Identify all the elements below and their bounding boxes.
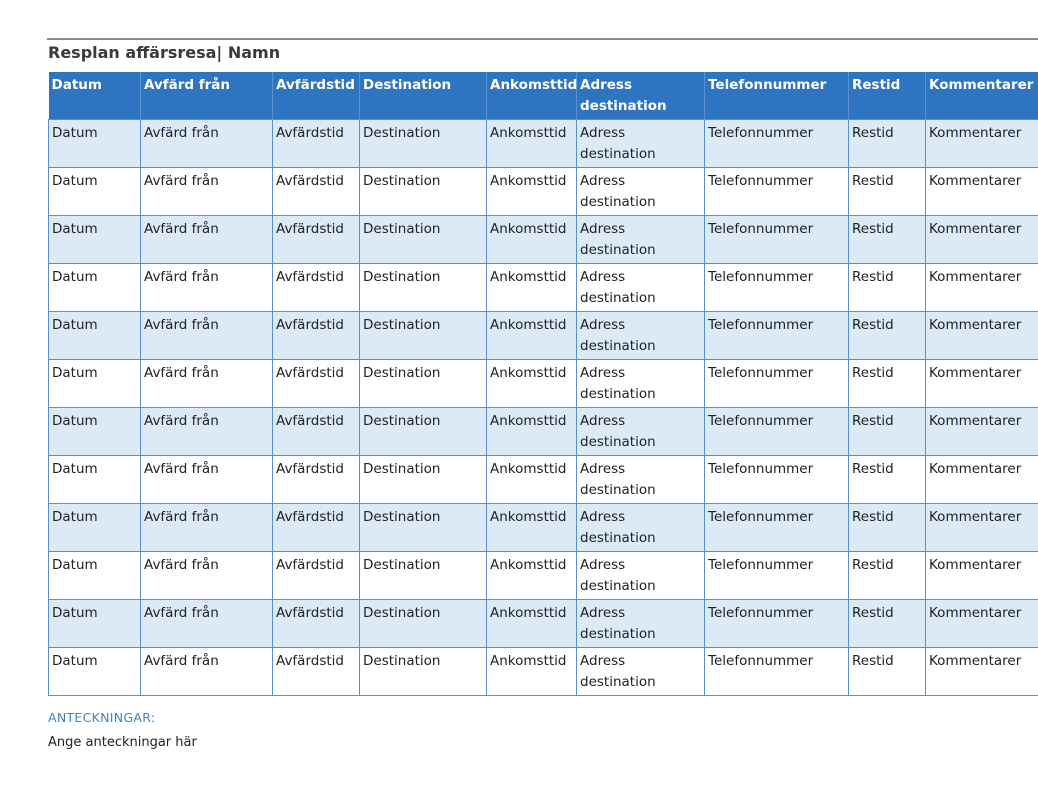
cell-datum[interactable]: Datum — [49, 359, 141, 407]
cell-datum[interactable]: Datum — [49, 311, 141, 359]
cell-telefonnummer[interactable]: Telefonnummer — [705, 599, 849, 647]
cell-avfardstid[interactable]: Avfärdstid — [273, 359, 360, 407]
cell-restid[interactable]: Restid — [849, 455, 926, 503]
itinerary-table — [48, 72, 1038, 696]
table-row — [49, 119, 1038, 167]
cell-avfardstid[interactable]: Avfärdstid — [273, 215, 360, 263]
cell-avfardstid[interactable]: Avfärdstid — [273, 311, 360, 359]
cell-destination[interactable]: Destination — [360, 311, 487, 359]
cell-ankomsttid[interactable]: Ankomsttid — [487, 311, 577, 359]
cell-kommentarer[interactable]: Kommentarer — [926, 455, 1038, 503]
cell-avfard-fran[interactable]: Avfärd från — [141, 647, 273, 695]
cell-avfardstid[interactable]: Avfärdstid — [273, 407, 360, 455]
cell-destination[interactable]: Destination — [360, 263, 487, 311]
cell-ankomsttid[interactable]: Ankomsttid — [487, 263, 577, 311]
header-destination: Destination — [360, 72, 487, 119]
header-datum: Datum — [49, 72, 141, 119]
cell-ankomsttid[interactable]: Ankomsttid — [487, 551, 577, 599]
cell-avfardstid[interactable]: Avfärdstid — [273, 551, 360, 599]
cell-adress-destination[interactable]: Adress destination — [577, 407, 705, 455]
cell-telefonnummer[interactable]: Telefonnummer — [705, 119, 849, 167]
header-kommentarer: Kommentarer — [926, 72, 1038, 119]
cell-telefonnummer[interactable]: Telefonnummer — [705, 215, 849, 263]
cell-datum[interactable]: Datum — [49, 599, 141, 647]
cell-restid[interactable]: Restid — [849, 647, 926, 695]
cell-avfardstid[interactable]: Avfärdstid — [273, 599, 360, 647]
cell-restid[interactable]: Restid — [849, 503, 926, 551]
cell-restid[interactable]: Restid — [849, 599, 926, 647]
cell-adress-destination[interactable]: Adress destination — [577, 647, 705, 695]
cell-adress-destination[interactable]: Adress destination — [577, 359, 705, 407]
cell-kommentarer[interactable]: Kommentarer — [926, 167, 1038, 215]
cell-kommentarer[interactable]: Kommentarer — [926, 503, 1038, 551]
cell-adress-destination[interactable]: Adress destination — [577, 263, 705, 311]
table-header-row — [49, 72, 1038, 119]
table-row — [49, 455, 1038, 503]
cell-kommentarer[interactable]: Kommentarer — [926, 311, 1038, 359]
cell-ankomsttid[interactable]: Ankomsttid — [487, 407, 577, 455]
cell-datum[interactable]: Datum — [49, 119, 141, 167]
notes-heading: ANTECKNINGAR: — [48, 710, 156, 725]
cell-avfard-fran[interactable]: Avfärd från — [141, 263, 273, 311]
cell-telefonnummer[interactable]: Telefonnummer — [705, 359, 849, 407]
cell-adress-destination[interactable]: Adress destination — [577, 167, 705, 215]
cell-restid[interactable]: Restid — [849, 215, 926, 263]
cell-avfard-fran[interactable]: Avfärd från — [141, 455, 273, 503]
cell-telefonnummer[interactable]: Telefonnummer — [705, 647, 849, 695]
notes-body[interactable]: Ange anteckningar här — [48, 735, 197, 750]
cell-ankomsttid[interactable]: Ankomsttid — [487, 167, 577, 215]
cell-datum[interactable]: Datum — [49, 455, 141, 503]
table-row — [49, 215, 1038, 263]
table-row — [49, 311, 1038, 359]
cell-restid[interactable]: Restid — [849, 167, 926, 215]
cell-restid[interactable]: Restid — [849, 119, 926, 167]
header-ankomsttid: Ankomsttid — [487, 72, 577, 119]
cell-avfard-fran[interactable]: Avfärd från — [141, 119, 273, 167]
cell-telefonnummer[interactable]: Telefonnummer — [705, 407, 849, 455]
cell-kommentarer[interactable]: Kommentarer — [926, 215, 1038, 263]
cell-destination[interactable]: Destination — [360, 503, 487, 551]
table-row — [49, 263, 1038, 311]
cell-ankomsttid[interactable]: Ankomsttid — [487, 359, 577, 407]
table-row — [49, 359, 1038, 407]
cell-avfard-fran[interactable]: Avfärd från — [141, 167, 273, 215]
table-row — [49, 503, 1038, 551]
cell-avfard-fran[interactable]: Avfärd från — [141, 311, 273, 359]
cell-datum[interactable]: Datum — [49, 215, 141, 263]
cell-avfardstid[interactable]: Avfärdstid — [273, 455, 360, 503]
cell-kommentarer[interactable]: Kommentarer — [926, 407, 1038, 455]
cell-kommentarer[interactable]: Kommentarer — [926, 551, 1038, 599]
cell-datum[interactable]: Datum — [49, 167, 141, 215]
cell-destination[interactable]: Destination — [360, 359, 487, 407]
cell-kommentarer[interactable]: Kommentarer — [926, 263, 1038, 311]
cell-avfard-fran[interactable]: Avfärd från — [141, 359, 273, 407]
cell-avfardstid[interactable]: Avfärdstid — [273, 503, 360, 551]
cell-telefonnummer[interactable]: Telefonnummer — [705, 263, 849, 311]
cell-datum[interactable]: Datum — [49, 647, 141, 695]
cell-ankomsttid[interactable]: Ankomsttid — [487, 647, 577, 695]
table-row — [49, 599, 1038, 647]
cell-avfard-fran[interactable]: Avfärd från — [141, 407, 273, 455]
cell-avfard-fran[interactable]: Avfärd från — [141, 215, 273, 263]
cell-telefonnummer[interactable]: Telefonnummer — [705, 551, 849, 599]
header-telefonnummer: Telefonnummer — [705, 72, 849, 119]
cell-destination[interactable]: Destination — [360, 215, 487, 263]
table-row — [49, 551, 1038, 599]
title-rule — [47, 38, 1038, 40]
cell-kommentarer[interactable]: Kommentarer — [926, 119, 1038, 167]
cell-telefonnummer[interactable]: Telefonnummer — [705, 167, 849, 215]
cell-restid[interactable]: Restid — [849, 311, 926, 359]
cell-destination[interactable]: Destination — [360, 599, 487, 647]
cell-restid[interactable]: Restid — [849, 263, 926, 311]
cell-kommentarer[interactable]: Kommentarer — [926, 599, 1038, 647]
cell-adress-destination[interactable]: Adress destination — [577, 599, 705, 647]
cell-datum[interactable]: Datum — [49, 407, 141, 455]
cell-avfard-fran[interactable]: Avfärd från — [141, 551, 273, 599]
cell-avfardstid[interactable]: Avfärdstid — [273, 647, 360, 695]
cell-adress-destination[interactable]: Adress destination — [577, 551, 705, 599]
header-avfardstid: Avfärdstid — [273, 72, 360, 119]
cell-adress-destination[interactable]: Adress destination — [577, 503, 705, 551]
cell-adress-destination[interactable]: Adress destination — [577, 119, 705, 167]
cell-ankomsttid[interactable]: Ankomsttid — [487, 455, 577, 503]
cell-avfard-fran[interactable]: Avfärd från — [141, 599, 273, 647]
cell-destination[interactable]: Destination — [360, 167, 487, 215]
cell-destination[interactable]: Destination — [360, 407, 487, 455]
cell-destination[interactable]: Destination — [360, 455, 487, 503]
cell-ankomsttid[interactable]: Ankomsttid — [487, 119, 577, 167]
cell-datum[interactable]: Datum — [49, 503, 141, 551]
table-row — [49, 407, 1038, 455]
cell-ankomsttid[interactable]: Ankomsttid — [487, 503, 577, 551]
cell-avfardstid[interactable]: Avfärdstid — [273, 167, 360, 215]
table-body — [49, 119, 1038, 695]
cell-destination[interactable]: Destination — [360, 551, 487, 599]
cell-restid[interactable]: Restid — [849, 407, 926, 455]
cell-restid[interactable]: Restid — [849, 551, 926, 599]
cell-datum[interactable]: Datum — [49, 551, 141, 599]
cell-telefonnummer[interactable]: Telefonnummer — [705, 455, 849, 503]
table-row — [49, 167, 1038, 215]
cell-avfard-fran[interactable]: Avfärd från — [141, 503, 273, 551]
cell-telefonnummer[interactable]: Telefonnummer — [705, 503, 849, 551]
cell-telefonnummer[interactable]: Telefonnummer — [705, 311, 849, 359]
header-adress-destination: Adress destination — [577, 72, 705, 119]
cell-adress-destination[interactable]: Adress destination — [577, 311, 705, 359]
header-avfard-fran: Avfärd från — [141, 72, 273, 119]
cell-adress-destination[interactable]: Adress destination — [577, 455, 705, 503]
cell-kommentarer[interactable]: Kommentarer — [926, 647, 1038, 695]
cell-ankomsttid[interactable]: Ankomsttid — [487, 215, 577, 263]
document-title: Resplan affärsresa| Namn — [48, 43, 281, 62]
cell-adress-destination[interactable]: Adress destination — [577, 215, 705, 263]
cell-destination[interactable]: Destination — [360, 119, 487, 167]
cell-restid[interactable]: Restid — [849, 359, 926, 407]
table-row — [49, 647, 1038, 695]
cell-avfardstid[interactable]: Avfärdstid — [273, 263, 360, 311]
cell-avfardstid[interactable]: Avfärdstid — [273, 119, 360, 167]
cell-datum[interactable]: Datum — [49, 263, 141, 311]
header-restid: Restid — [849, 72, 926, 119]
cell-ankomsttid[interactable]: Ankomsttid — [487, 599, 577, 647]
cell-kommentarer[interactable]: Kommentarer — [926, 359, 1038, 407]
cell-destination[interactable]: Destination — [360, 647, 487, 695]
